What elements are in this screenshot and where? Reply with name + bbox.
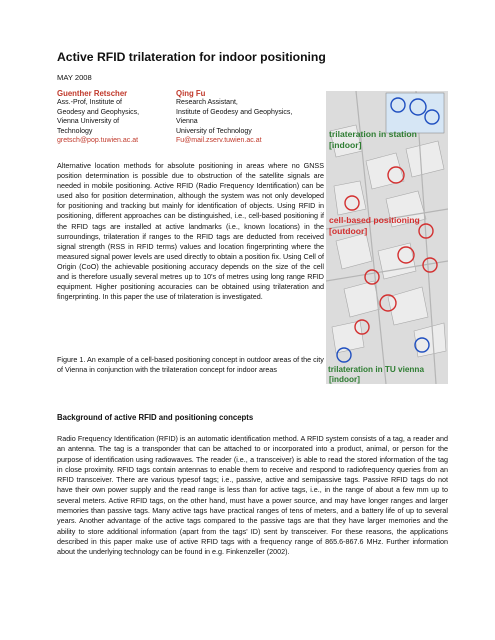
figure-caption: Figure 1. An example of a cell-based positioning concept in outdoor areas of the city of Vienna in conjunction with the trilateration concept for indoor areas bbox=[57, 355, 324, 375]
section-heading: Background of active RFID and positioning concepts bbox=[57, 413, 254, 422]
author-affiliation-line: Vienna University of bbox=[57, 118, 120, 126]
author-affiliation-line: Institute of Geodesy and Geophysics, bbox=[176, 108, 293, 116]
author-affiliation-line: Geodesy and Geophysics, bbox=[57, 108, 140, 116]
label-indoor-top: [indoor] bbox=[329, 140, 362, 150]
author-affiliation-line: Vienna bbox=[176, 118, 198, 126]
label-indoor-bottom: [indoor] bbox=[329, 375, 360, 384]
author-affiliation-line: Ass.-Prof, Institute of bbox=[57, 99, 122, 107]
label-cell-based: cell-based positioning bbox=[329, 215, 420, 225]
paper-title: Active RFID trilateration for indoor positioning bbox=[57, 50, 326, 64]
author-block-1 bbox=[57, 89, 167, 145]
publication-date: MAY 2008 bbox=[57, 73, 92, 82]
label-outdoor: [outdoor] bbox=[329, 226, 368, 236]
section-body-paragraph: Radio Frequency Identification (RFID) is an automatic identification method. A RFID system consists of a tag, a reader and an antenna. The tag is a transponder that can be attached to or incorporated into a product, animal, or person for the purpose of identification using radiowaves. The reader (i.e., a transceiver) is able to read the stored information of the tag in close proximity. RFID tags contain antennas to enable them to receive and respond to radiofrequency queries from an RFID transceiver. There are various typesof tags; i.e., passive, active and semipassive tags. Passive RFID tags do not have their own power supply and the read range is less than for active tags, i.e., in the range of about a few mm up to several meters. Active RFID tags, on the other hand, must have a power source, and may have longer ranges and larger memories than passive tags. Many active tags have practical ranges of tens of meters, and a battery life of up to several years. Another advantage of the active tags compared to the passive tags are that they have larger memories and the ability to store additional information (apart from the tags' ID) sent by transceiver. For these reasons, the applications described in this paper make use of active RFID tags with a frequency range of 865.6-867.6 MHz. Further information about the underlying technology can be found in e.g. Finkenzeller (2002). bbox=[57, 434, 448, 557]
label-trilateration-station: trilateration in station bbox=[329, 129, 417, 139]
label-trilateration-tu: trilateration in TU vienna bbox=[328, 365, 424, 374]
author-email[interactable]: Fu@mail.zserv.tuwien.ac.at bbox=[176, 137, 262, 145]
author-affiliation-line: Research Assistant, bbox=[176, 99, 238, 107]
author-block-2 bbox=[176, 89, 321, 145]
author-affiliation-line: Technology bbox=[57, 127, 93, 135]
intro-paragraph: Alternative location methods for absolute positioning in areas where no GNSS position determination is possible due to obstruction of the satellite signals are needed in mobile positioning. Active RFID (Radio Frequency Identification) can be used also for position determination, although the system was not only developed for positioning and tracking but mainly for identification of objects. Using RFID in positioning, different approaches can be distinguished, i.e., cell-based positioning if the RFID tags are installed at active landmarks (i.e., known locations) in the surroundings, trilateration if ranges to the RFID tags are deducted from received signal strength (RSS in RFID terms) values and location fingerprinting where the measured signal power levels are used directly to obtain a position fix. Using Cell of Origin (CoO) the achievable positioning accuracy depends on the size of the cell and is therefore usually several metres up to 10's of metres using long range RFID equipment. Higher positioning accuracies can be obtained using trilateration and fingerprinting. In this paper the use of trilateration is investigated. bbox=[57, 161, 324, 302]
author-name: Qing Fu bbox=[176, 89, 206, 98]
figure-map bbox=[326, 91, 448, 384]
author-affiliation-line: University of Technology bbox=[176, 127, 252, 135]
author-email[interactable]: gretsch@pop.tuwien.ac.at bbox=[57, 137, 139, 145]
author-name: Guenther Retscher bbox=[57, 89, 128, 98]
